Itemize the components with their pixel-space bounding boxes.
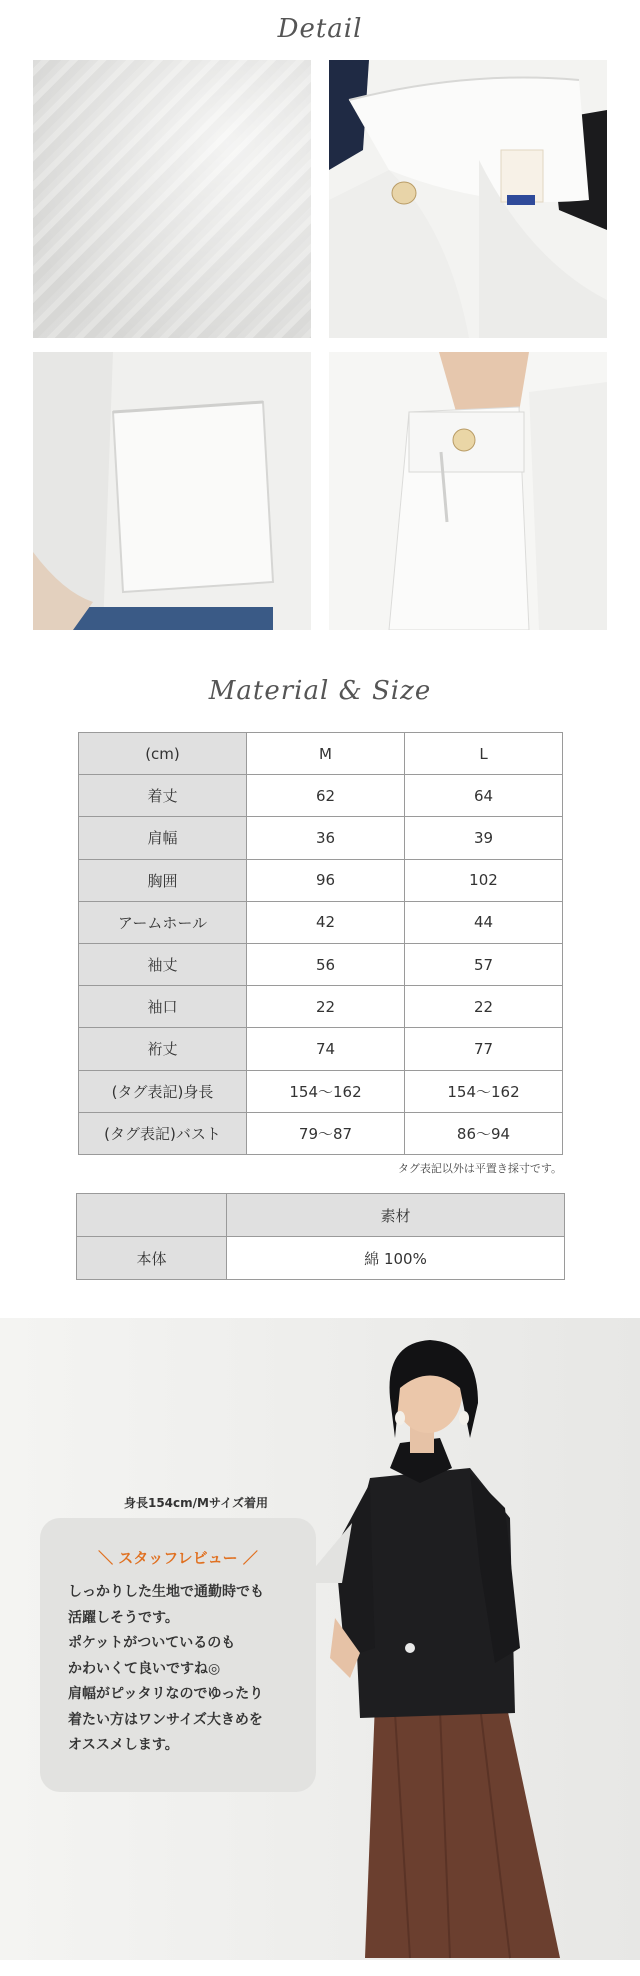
cell-l: 64 <box>405 775 563 817</box>
size-table <box>78 732 563 1155</box>
table-row <box>79 817 563 859</box>
collar-button-photo <box>329 60 607 338</box>
cell-m: 56 <box>247 943 405 985</box>
sleeve-cuff-photo <box>329 352 607 630</box>
review-line: しっかりした生地で通勤時でも <box>68 1584 264 1600</box>
cell-l: 57 <box>405 943 563 985</box>
row-label: 着丈 <box>79 775 247 817</box>
cell-m: 154〜162 <box>247 1070 405 1112</box>
material-table <box>76 1193 565 1280</box>
cell-m: 36 <box>247 817 405 859</box>
cell-l: 86〜94 <box>405 1112 563 1154</box>
cell-m: 62 <box>247 775 405 817</box>
table-row <box>79 943 563 985</box>
material-size-title: Material & Size <box>208 676 432 706</box>
cell-l: 22 <box>405 986 563 1028</box>
table-row <box>79 1028 563 1070</box>
table-row <box>79 986 563 1028</box>
row-label: 胸囲 <box>79 859 247 901</box>
row-label: 本体 <box>77 1237 227 1280</box>
review-line: 活躍しそうです。 <box>68 1609 179 1626</box>
review-line: 着たい方はワンサイズ大きめを <box>68 1711 263 1728</box>
review-line: オススメします。 <box>68 1737 179 1753</box>
table-row <box>79 901 563 943</box>
row-label: 肩幅 <box>79 817 247 859</box>
row-label: 袖口 <box>79 986 247 1028</box>
cell-l: 102 <box>405 859 563 901</box>
size-table-header-row <box>79 733 563 775</box>
cell-m: 96 <box>247 859 405 901</box>
review-line: ポケットがついているのも <box>68 1635 236 1651</box>
cell-l: 44 <box>405 901 563 943</box>
review-text <box>68 1580 308 1759</box>
review-line: かわいくて良いですね◎ <box>68 1660 221 1677</box>
cell-m: 79〜87 <box>247 1112 405 1154</box>
row-label: アームホール <box>79 901 247 943</box>
fabric-closeup-photo <box>33 60 311 338</box>
cell-material: 綿 100% <box>227 1237 565 1280</box>
cell-m: 74 <box>247 1028 405 1070</box>
table-row <box>79 1112 563 1154</box>
table-row <box>79 1070 563 1112</box>
review-line: 肩幅がピッタリなのでゆったり <box>68 1686 264 1702</box>
header-cell-unit: (cm) <box>79 733 247 775</box>
cell-l: 77 <box>405 1028 563 1070</box>
row-label: 袖丈 <box>79 943 247 985</box>
row-label: (タグ表記)バスト <box>79 1112 247 1154</box>
row-label: 裄丈 <box>79 1028 247 1070</box>
cell-m: 22 <box>247 986 405 1028</box>
header-cell-m: M <box>247 733 405 775</box>
review-heading: ＼ スタッフレビュー ／ <box>98 1549 258 1567</box>
header-cell-empty <box>77 1194 227 1237</box>
material-table-header-row <box>77 1194 565 1237</box>
table-row <box>77 1237 565 1280</box>
detail-title: Detail <box>277 14 363 44</box>
model-caption: 身長154cm/Mサイズ着用 <box>123 1496 269 1510</box>
cell-l: 39 <box>405 817 563 859</box>
header-cell-material: 素材 <box>227 1194 565 1237</box>
header-cell-l: L <box>405 733 563 775</box>
table-row <box>79 775 563 817</box>
row-label: (タグ表記)身長 <box>79 1070 247 1112</box>
size-note: タグ表記以外は平置き採寸です。 <box>397 1162 562 1175</box>
cell-l: 154〜162 <box>405 1070 563 1112</box>
table-row <box>79 859 563 901</box>
pocket-photo <box>33 352 311 630</box>
cell-m: 42 <box>247 901 405 943</box>
